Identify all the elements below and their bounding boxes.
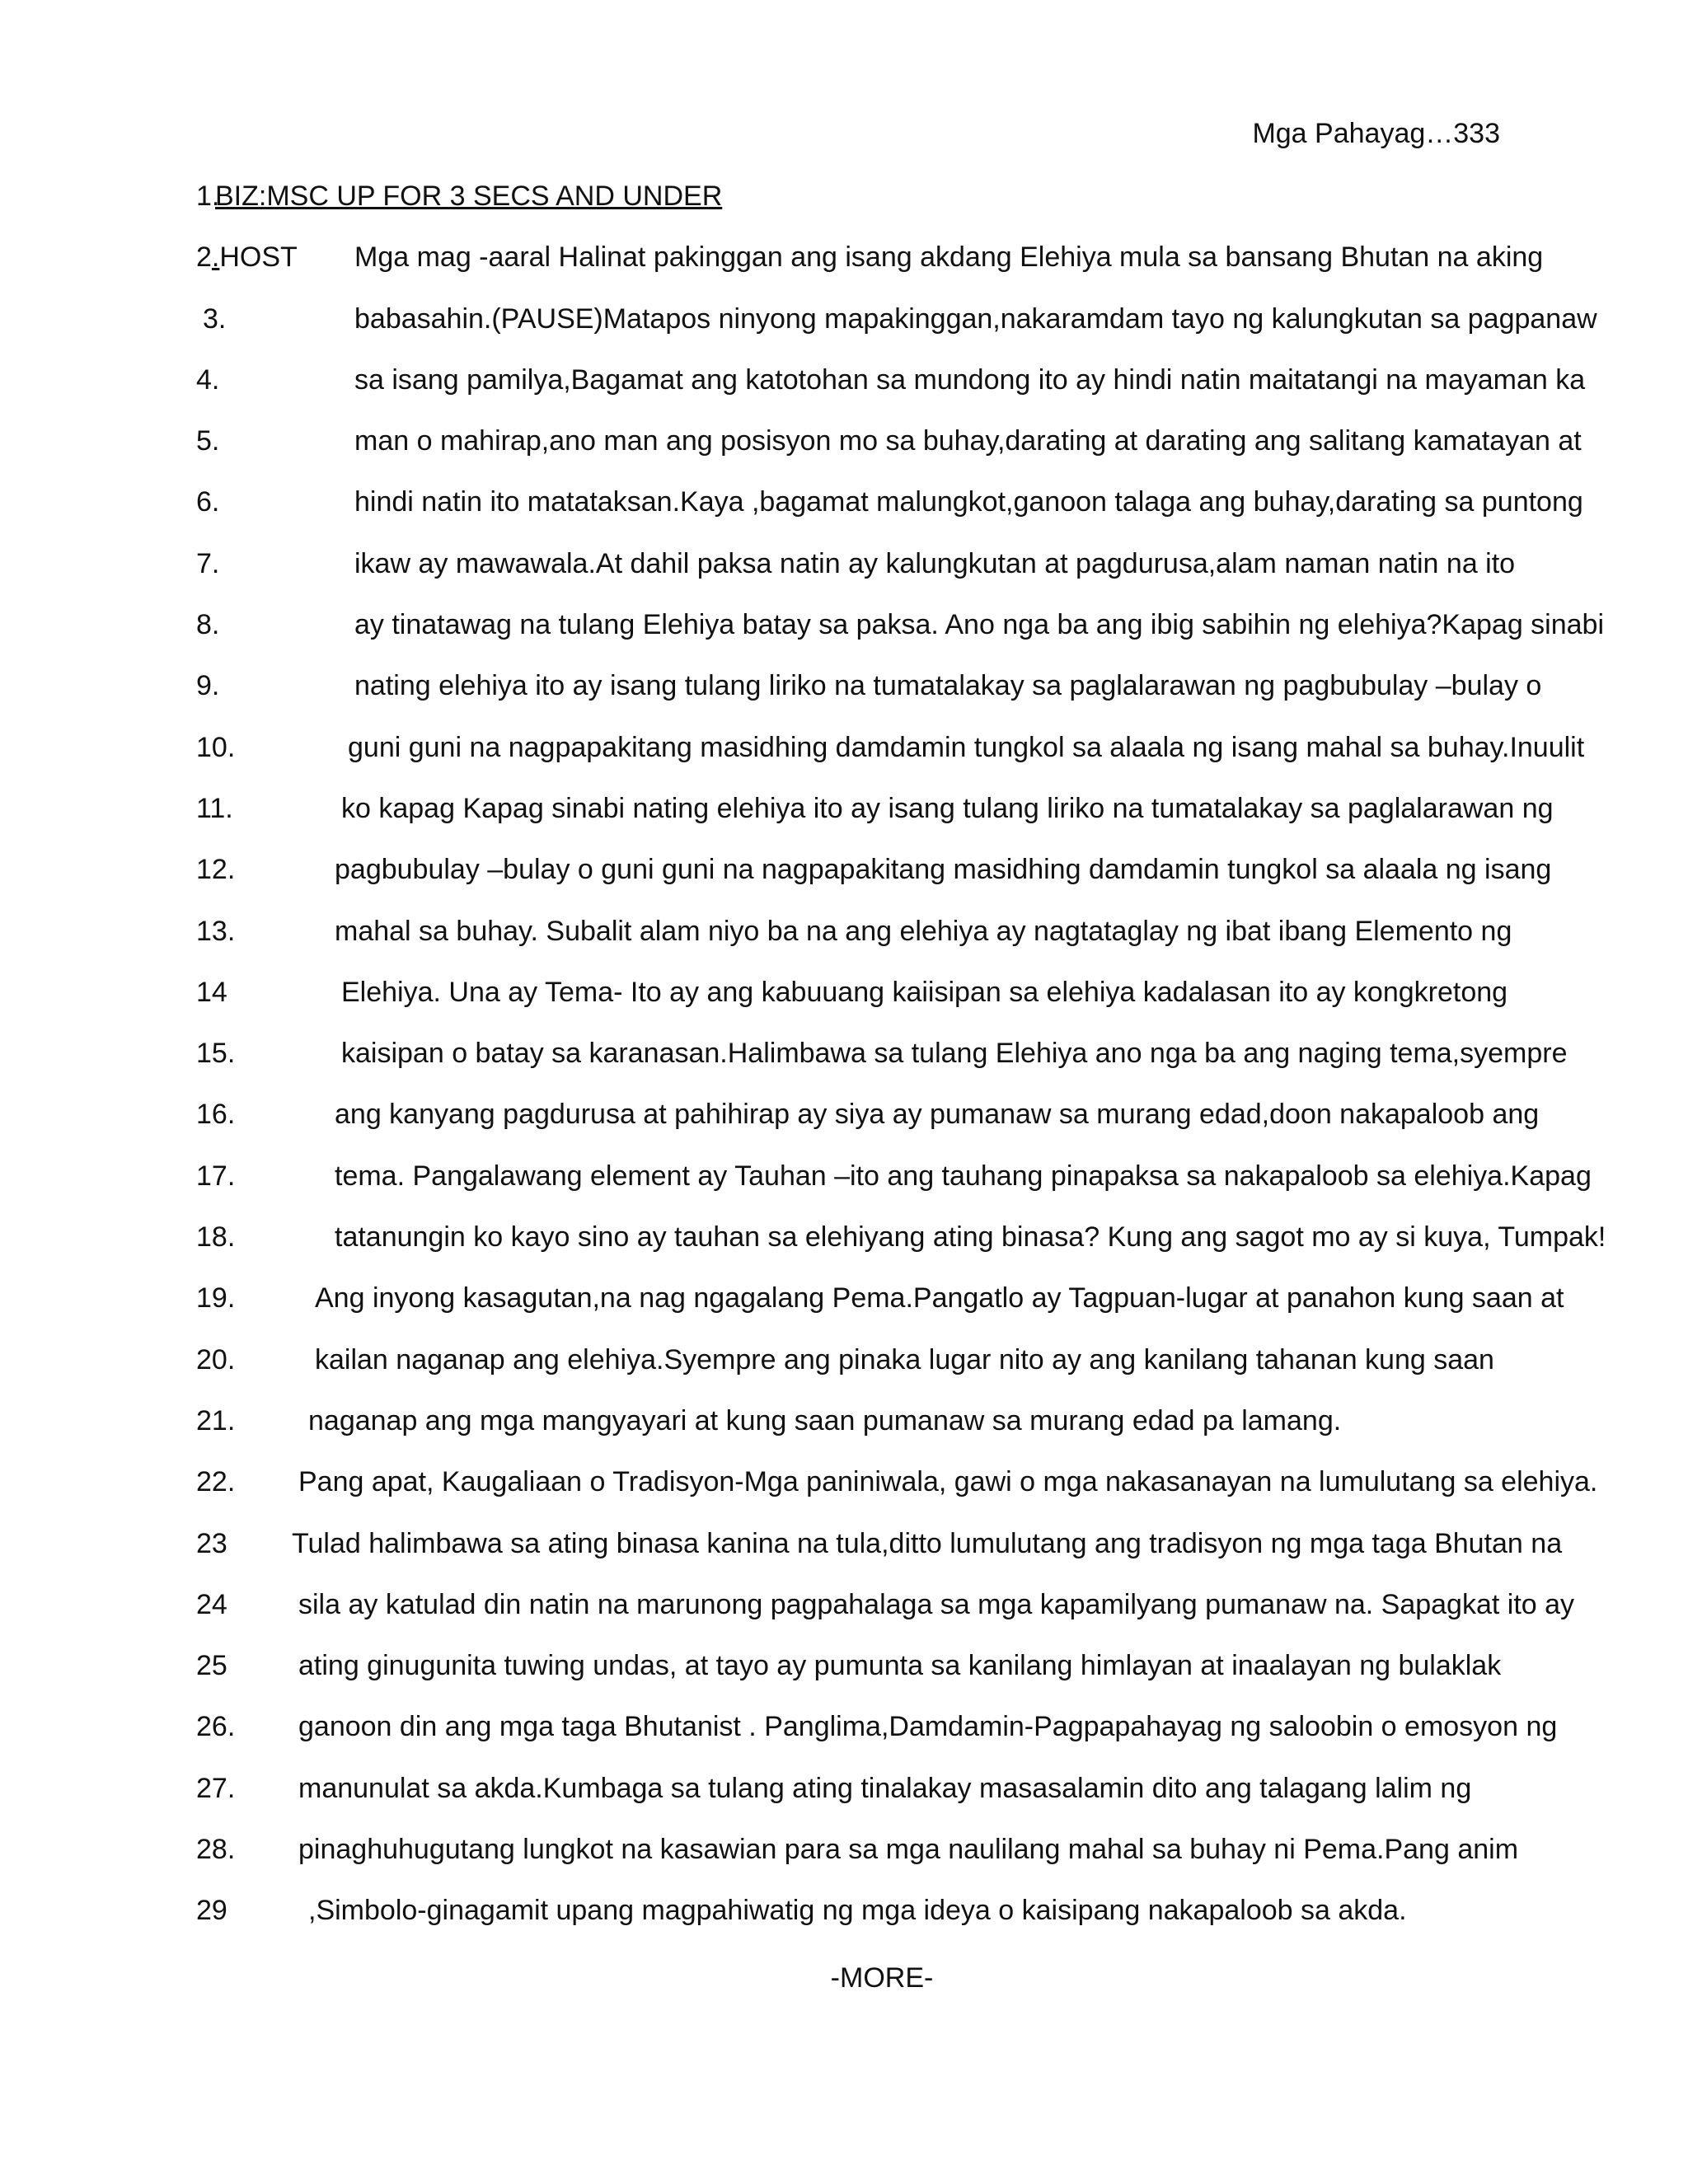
line-number: 6. bbox=[196, 486, 220, 518]
script-line-7 bbox=[196, 547, 1581, 608]
line-number: 11. bbox=[196, 792, 233, 824]
script-line-8 bbox=[196, 608, 1605, 669]
line-number: 23 bbox=[196, 1527, 227, 1559]
script-line-4 bbox=[196, 363, 1586, 424]
line-number-digit: 2 bbox=[196, 241, 212, 274]
line-number-dot: . bbox=[211, 241, 220, 274]
line-text: sila ay katulad din natin na marunong pagpahalaga sa mga kapamilyang pumanaw na. Sapagkat ito ay bbox=[298, 1588, 1575, 1620]
line-number: 4. bbox=[196, 363, 220, 396]
line-number: 26. bbox=[196, 1711, 236, 1743]
script-line-24 bbox=[196, 1588, 1581, 1649]
line-text: tatanungin ko kayo sino ay tauhan sa elehiyang ating binasa? Kung ang sagot mo ay si kuya, Tumpak! bbox=[335, 1221, 1606, 1254]
line-number: 18. bbox=[196, 1221, 236, 1254]
script-line-14 bbox=[196, 976, 1581, 1037]
line-number: 22. bbox=[196, 1466, 236, 1498]
line-text: babasahin.(PAUSE)Matapos ninyong mapakinggan,nakaramdam tayo ng kalungkutan sa pagpanaw bbox=[354, 302, 1597, 335]
line-number: 27. bbox=[196, 1772, 236, 1804]
line-text: kaisipan o batay sa karanasan.Halimbawa sa tulang Elehiya ano nga ba ang naging tema,syempre bbox=[341, 1038, 1568, 1070]
script-line-19 bbox=[196, 1282, 1581, 1343]
line-number: 24 bbox=[196, 1588, 227, 1620]
script-line-25 bbox=[196, 1649, 1581, 1710]
line-number: 17. bbox=[196, 1160, 236, 1192]
line-text: Mga mag -aaral Halinat pakinggan ang isang akdang Elehiya mula sa bansang Bhutan na aking bbox=[354, 241, 1544, 274]
line-text: BIZ:MSC UP FOR 3 SECS AND UNDER bbox=[215, 180, 723, 212]
line-number: 5. bbox=[196, 425, 220, 457]
speaker-label: HOST bbox=[219, 241, 298, 274]
script-lines-body bbox=[196, 302, 1606, 1956]
line-number: 9. bbox=[196, 670, 220, 702]
script-line-17 bbox=[196, 1160, 1592, 1221]
script-line-21 bbox=[196, 1404, 1581, 1465]
line-number: 19. bbox=[196, 1282, 236, 1315]
script-line-27 bbox=[196, 1772, 1581, 1833]
line-number: 8. bbox=[196, 609, 220, 641]
footer-more: -MORE- bbox=[830, 1962, 934, 1994]
line-text: Pang apat, Kaugaliaan o Tradisyon-Mga paniniwala, gawi o mga nakasanayan na lumulutang sa elehiya. bbox=[298, 1466, 1598, 1498]
line-number: 10. bbox=[196, 731, 236, 763]
line-text: manunulat sa akda.Kumbaga sa tulang ating tinalakay masasalamin dito ang talagang lalim ng bbox=[298, 1772, 1472, 1804]
line-text: Elehiya. Una ay Tema- Ito ay ang kabuuang kaiisipan sa elehiya kadalasan ito ay kongkretong bbox=[341, 976, 1508, 1008]
script-line-1 bbox=[196, 180, 1581, 241]
line-text: mahal sa buhay. Subalit alam niyo ba na ang elehiya ay nagtataglay ng ibat ibang Elemento ng bbox=[335, 915, 1512, 947]
line-text: ay tinatawag na tulang Elehiya batay sa paksa. Ano nga ba ang ibig sabihin ng elehiya?Kapag sinabi bbox=[354, 609, 1605, 641]
line-number: 7. bbox=[196, 547, 220, 579]
script-line-2 bbox=[196, 241, 1581, 302]
line-text: guni guni na nagpapakitang masidhing damdamin tungkol sa alaala ng isang mahal sa buhay.Inuulit bbox=[348, 731, 1585, 763]
script-line-23 bbox=[196, 1527, 1581, 1588]
line-number: 21. bbox=[196, 1404, 236, 1436]
line-text: ko kapag Kapag sinabi nating elehiya ito ay isang tulang liriko na tumatalakay sa paglalarawan ng bbox=[341, 792, 1554, 824]
line-text: nating elehiya ito ay isang tulang liriko na tumatalakay sa paglalarawan ng pagbubulay –bulay o bbox=[354, 670, 1542, 702]
line-text: ang kanyang pagdurusa at pahihirap ay siya ay pumanaw sa murang edad,doon nakapaloob ang bbox=[335, 1099, 1540, 1131]
line-text: ating ginugunita tuwing undas, at tayo ay pumunta sa kanilang himlayan at inaalayan ng bulaklak bbox=[298, 1650, 1502, 1682]
page-header: Mga Pahayag…333 bbox=[1252, 118, 1500, 149]
script-line-12 bbox=[196, 853, 1581, 914]
line-text: kailan naganap ang elehiya.Syempre ang pinaka lugar nito ay ang kanilang tahanan kung saan bbox=[315, 1343, 1494, 1376]
line-text: pinaghuhugutang lungkot na kasawian para sa mga naulilang mahal sa buhay ni Pema.Pang anim bbox=[298, 1834, 1519, 1866]
script-line-18 bbox=[196, 1221, 1606, 1282]
script-line-11 bbox=[196, 792, 1581, 853]
line-number: 3. bbox=[203, 302, 227, 335]
line-number: 12. bbox=[196, 854, 236, 886]
line-text: man o mahirap,ano man ang posisyon mo sa buhay,darating at darating ang salitang kamatayan at bbox=[354, 425, 1582, 457]
line-text: tema. Pangalawang element ay Tauhan –ito ang tauhang pinapaksa sa nakapaloob sa elehiya.Kapag bbox=[335, 1160, 1592, 1192]
line-number: 15. bbox=[196, 1038, 236, 1070]
line-number: 13. bbox=[196, 915, 236, 947]
line-text: naganap ang mga mangyayari at kung saan pumanaw sa murang edad pa lamang. bbox=[308, 1404, 1342, 1436]
line-text: Tulad halimbawa sa ating binasa kanina na tula,ditto lumulutang ang tradisyon ng mga taga Bhutan na bbox=[292, 1527, 1563, 1559]
line-number: 20. bbox=[196, 1343, 236, 1376]
script-line-16 bbox=[196, 1098, 1581, 1159]
line-number bbox=[196, 241, 298, 274]
line-number: 1. bbox=[196, 180, 220, 212]
script-line-6 bbox=[196, 485, 1581, 546]
line-text: ganoon din ang mga taga Bhutanist . Panglima,Damdamin-Pagpapahayag ng saloobin o emosyon ng bbox=[298, 1711, 1558, 1743]
line-text: ,Simbolo-ginagamit upang magpahiwatig ng mga ideya o kaisipang nakapaloob sa akda. bbox=[308, 1895, 1407, 1927]
line-text: sa isang pamilya,Bagamat ang katotohan sa mundong ito ay hindi natin maitatangi na mayaman ka bbox=[354, 363, 1586, 396]
script-line-28 bbox=[196, 1833, 1581, 1894]
script-line-13 bbox=[196, 915, 1581, 976]
line-text: ikaw ay mawawala.At dahil paksa natin ay kalungkutan at pagdurusa,alam naman natin na ito bbox=[354, 547, 1516, 579]
script-line-29 bbox=[196, 1894, 1581, 1955]
script-line-26 bbox=[196, 1710, 1581, 1771]
script-line-5 bbox=[196, 424, 1581, 485]
script-line-10 bbox=[196, 731, 1585, 792]
line-text: hindi natin ito matataksan.Kaya ,bagamat malungkot,ganoon talaga ang buhay,darating sa puntong bbox=[354, 486, 1583, 518]
script-line-20 bbox=[196, 1343, 1581, 1404]
line-text: Ang inyong kasagutan,na nag ngagalang Pema.Pangatlo ay Tagpuan-lugar at panahon kung saan at bbox=[315, 1282, 1564, 1315]
line-number: 25 bbox=[196, 1650, 227, 1682]
script-line-22 bbox=[196, 1465, 1598, 1526]
line-number: 28. bbox=[196, 1834, 236, 1866]
script-lines bbox=[196, 180, 1606, 1956]
line-number: 16. bbox=[196, 1099, 236, 1131]
line-number: 29 bbox=[196, 1895, 227, 1927]
line-text: pagbubulay –bulay o guni guni na nagpapakitang masidhing damdamin tungkol sa alaala ng isang bbox=[335, 854, 1552, 886]
script-line-15 bbox=[196, 1037, 1581, 1098]
script-line-9 bbox=[196, 669, 1581, 730]
script-line-3 bbox=[196, 302, 1597, 363]
line-number: 14 bbox=[196, 976, 227, 1008]
